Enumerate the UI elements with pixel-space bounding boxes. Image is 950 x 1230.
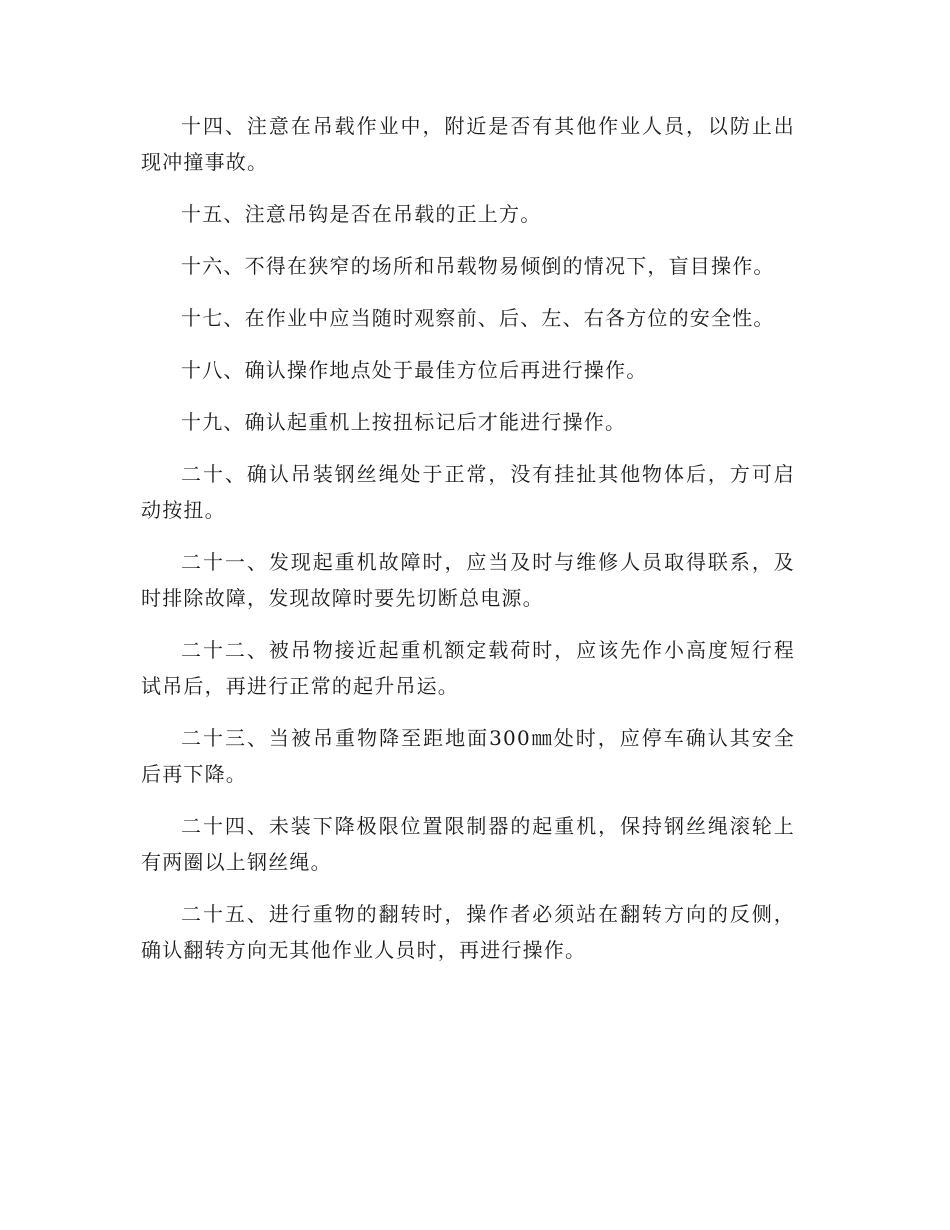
paragraph-21: 二十一、发现起重机故障时，应当及时与维修人员取得联系，及时排除故障，发现故障时要先切断总电源。 [141,550,795,610]
paragraph-24: 二十四、未装下降极限位置限制器的起重机，保持钢丝绳滚轮上有两圈以上钢丝绳。 [141,814,795,874]
paragraph-15: 十五、注意吊钩是否在吊载的正上方。 [181,202,542,226]
paragraph-14: 十四、注意在吊载作业中，附近是否有其他作业人员，以防止出现冲撞事故。 [141,114,795,174]
paragraph-22: 二十二、被吊物接近起重机额定载荷时，应该先作小高度短行程试吊后，再进行正常的起升吊运。 [141,638,795,698]
paragraph-16: 十六、不得在狭窄的场所和吊载物易倾倒的情况下，盲目操作。 [181,254,775,278]
paragraph-25: 二十五、进行重物的翻转时，操作者必须站在翻转方向的反侧，确认翻转方向无其他作业人员时，再进行操作。 [141,902,795,962]
paragraph-23: 二十三、当被吊重物降至距地面300㎜处时，应停车确认其安全后再下降。 [141,726,795,786]
paragraph-17: 十七、在作业中应当随时观察前、后、左、右各方位的安全性。 [181,306,775,330]
paragraph-20: 二十、确认吊装钢丝绳处于正常，没有挂扯其他物体后，方可启动按扭。 [141,462,795,522]
paragraph-19: 十九、确认起重机上按扭标记后才能进行操作。 [181,410,627,434]
document-body [141,108,795,984]
paragraph-18: 十八、确认操作地点处于最佳方位后再进行操作。 [181,358,648,382]
